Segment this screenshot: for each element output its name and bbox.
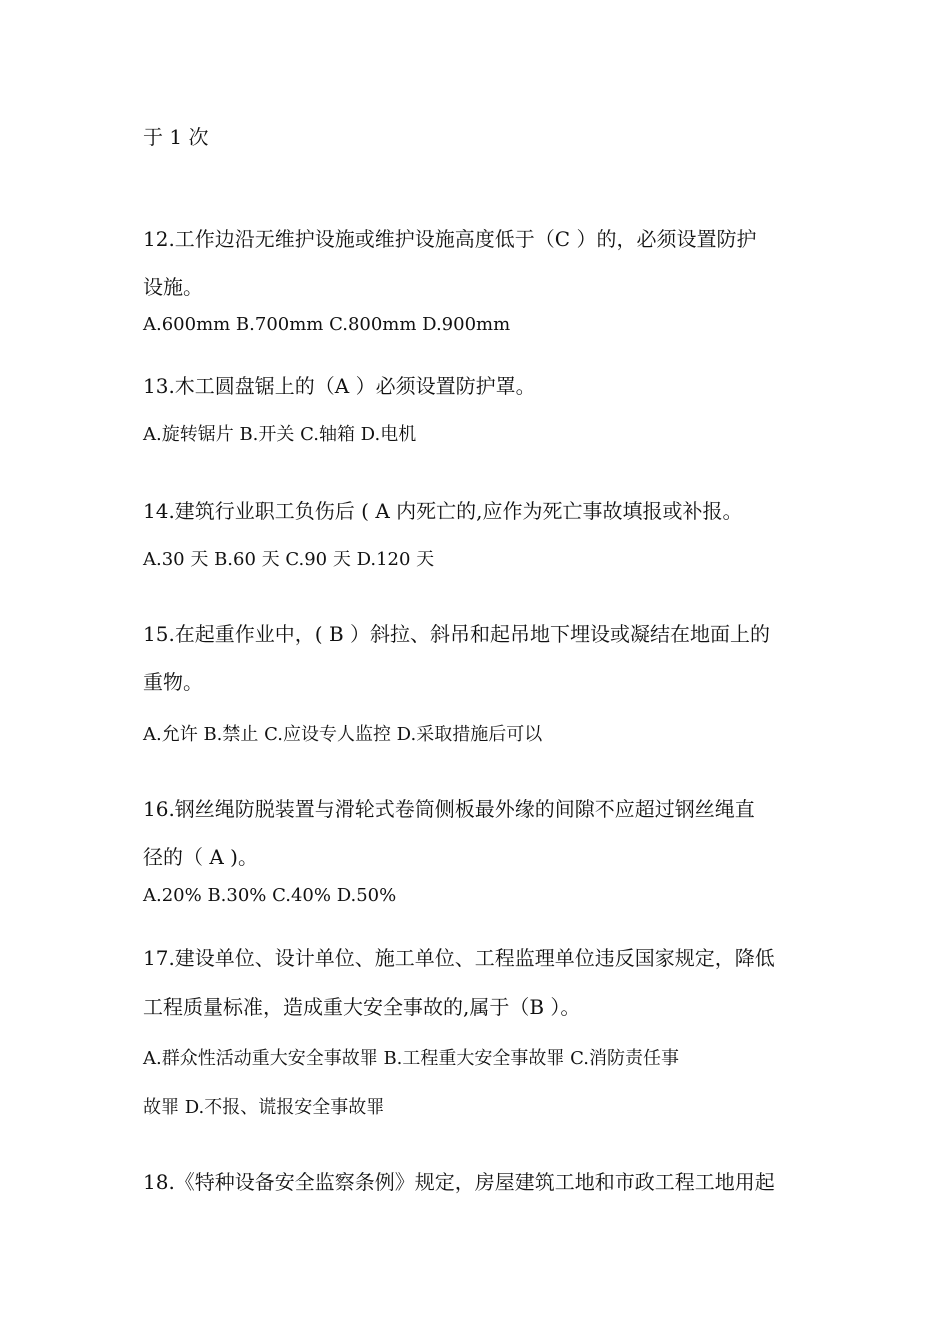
question-16-line-1: 16.钢丝绳防脱装置与滑轮式卷筒侧板最外缘的间隙不应超过钢丝绳直: [143, 797, 755, 821]
question-12-line-1: 12.工作边沿无维护设施或维护设施高度低于（C ）的，必须设置防护: [143, 227, 757, 251]
question-14-options: A.30 天 B.60 天 C.90 天 D.120 天: [143, 549, 435, 570]
question-17-line-2: 工程质量标准，造成重大安全事故的,属于（B ）。: [143, 995, 581, 1019]
question-17-options-line-1: A.群众性活动重大安全事故罪 B.工程重大安全事故罪 C.消防责任事: [143, 1048, 679, 1069]
question-15-options: A.允许 B.禁止 C.应设专人监控 D.采取措施后可以: [143, 724, 543, 745]
question-18-line-1: 18.《特种设备安全监察条例》规定，房屋建筑工地和市政工程工地用起: [143, 1170, 775, 1194]
question-15-line-1: 15.在起重作业中，( B ）斜拉、斜吊和起吊地下埋设或凝结在地面上的: [143, 622, 771, 646]
question-12-options: A.600mm B.700mm C.800mm D.900mm: [143, 314, 511, 335]
question-16-options: A.20% B.30% C.40% D.50%: [143, 885, 397, 906]
question-13-line-1: 13.木工圆盘锯上的（A ）必须设置防护罩。: [143, 374, 536, 398]
question-12-line-2: 设施。: [143, 275, 203, 299]
question-14-line-1: 14.建筑行业职工负伤后 ( A 内死亡的,应作为死亡事故填报或补报。: [143, 499, 743, 523]
question-13-options: A.旋转锯片 B.开关 C.轴箱 D.电机: [143, 424, 417, 445]
question-17-options-line-2: 故罪 D.不报、谎报安全事故罪: [143, 1097, 385, 1118]
question-17-line-1: 17.建设单位、设计单位、施工单位、工程监理单位违反国家规定，降低: [143, 946, 775, 970]
question-15-line-2: 重物。: [143, 670, 203, 694]
question-16-line-2: 径的（ A )。: [143, 845, 258, 869]
continuation-line: 于 1 次: [143, 125, 209, 149]
